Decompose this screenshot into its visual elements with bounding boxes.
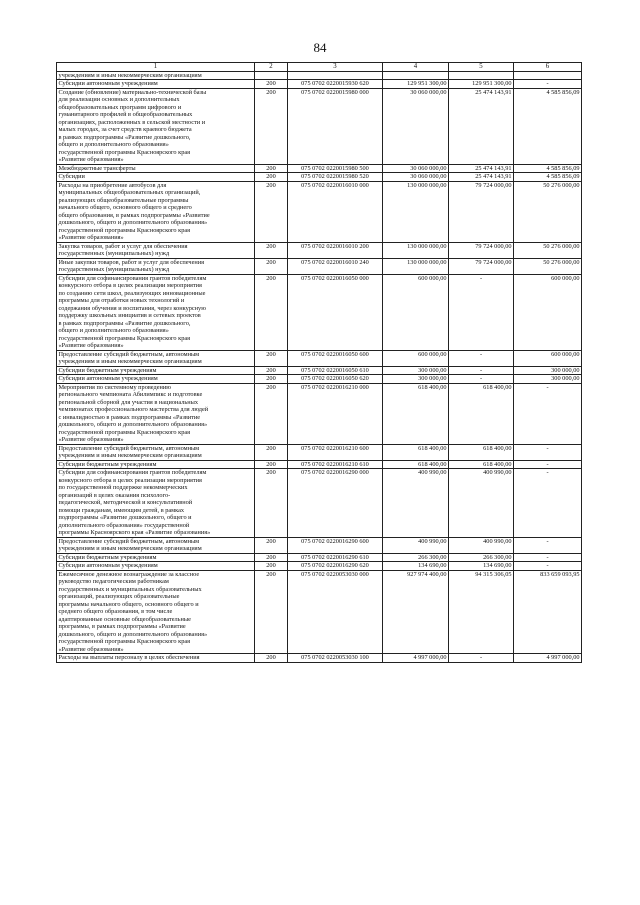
- remaining-amount: -: [514, 469, 582, 538]
- grbs-code: 200: [255, 164, 288, 173]
- row-name: Создание (обновление) материально-технической базы для реализации основных и дополнительных общеобразовательных программ цифрового и гуманитарного профилей в общеобразовательных организациях, расположенных в сельской местности и малых городах, за счет средств краевого бюджета в рамках подпрограммы «Развитие дошкольного, общего и дополнительного образования» государственной программы Красноярского края «Развитие образования»: [57, 88, 255, 164]
- remaining-amount: 4 997 000,00: [514, 654, 582, 663]
- budget-code: 075 0702 0220016290 610: [288, 553, 383, 562]
- executed-amount: 134 690,00: [449, 562, 514, 571]
- planned-amount: 130 000 000,00: [383, 181, 449, 242]
- grbs-code: [255, 71, 288, 80]
- table-row: [57, 654, 582, 663]
- table-row: [57, 80, 582, 89]
- planned-amount: 300 000,00: [383, 375, 449, 384]
- grbs-code: 200: [255, 80, 288, 89]
- row-name: Закупка товаров, работ и услуг для обеспечения государственных (муниципальных) нужд: [57, 242, 255, 258]
- table-row: [57, 71, 582, 80]
- executed-amount: 79 724 000,00: [449, 181, 514, 242]
- executed-amount: [449, 71, 514, 80]
- row-name: Субсидии бюджетным учреждениям: [57, 553, 255, 562]
- row-name: Субсидии автономным учреждениям: [57, 562, 255, 571]
- planned-amount: 30 060 000,00: [383, 173, 449, 182]
- planned-amount: 129 951 300,00: [383, 80, 449, 89]
- budget-code: 075 0702 0220016050 000: [288, 274, 383, 350]
- remaining-amount: 4 585 856,09: [514, 88, 582, 164]
- planned-amount: 618 400,00: [383, 444, 449, 460]
- executed-amount: 618 400,00: [449, 444, 514, 460]
- table-row: [57, 383, 582, 444]
- remaining-amount: -: [514, 80, 582, 89]
- grbs-code: 200: [255, 444, 288, 460]
- remaining-amount: -: [514, 444, 582, 460]
- remaining-amount: -: [514, 383, 582, 444]
- row-name: Субсидии автономным учреждениям: [57, 375, 255, 384]
- grbs-code: 200: [255, 469, 288, 538]
- column-header: 5: [449, 63, 514, 72]
- remaining-amount: 4 585 856,09: [514, 164, 582, 173]
- planned-amount: 30 060 000,00: [383, 88, 449, 164]
- table-row: [57, 164, 582, 173]
- grbs-code: 200: [255, 350, 288, 366]
- remaining-amount: 50 276 000,00: [514, 258, 582, 274]
- grbs-code: 200: [255, 553, 288, 562]
- table-row: [57, 181, 582, 242]
- planned-amount: 30 060 000,00: [383, 164, 449, 173]
- grbs-code: 200: [255, 242, 288, 258]
- budget-code: 075 0702 0220053030 100: [288, 654, 383, 663]
- planned-amount: 266 300,00: [383, 553, 449, 562]
- grbs-code: 200: [255, 460, 288, 469]
- executed-amount: 25 474 143,91: [449, 173, 514, 182]
- executed-amount: -: [449, 366, 514, 375]
- remaining-amount: 300 000,00: [514, 366, 582, 375]
- executed-amount: 266 300,00: [449, 553, 514, 562]
- remaining-amount: 600 000,00: [514, 274, 582, 350]
- budget-code: 075 0702 0220015980 500: [288, 164, 383, 173]
- row-name: Мероприятия по системному проведению регионального чемпионата Абилимпикс и подготовке региональной сборной для участия в национальных чемпионатах профессионального мастерства для людей с инвалидностью в рамках подпрограммы «Развитие дошкольного, общего и дополнительного образования» государственной программы Красноярского края «Развитие образования»: [57, 383, 255, 444]
- grbs-code: 200: [255, 366, 288, 375]
- table-row: [57, 366, 582, 375]
- row-name: Межбюджетные трансферты: [57, 164, 255, 173]
- executed-amount: -: [449, 350, 514, 366]
- executed-amount: 94 315 306,05: [449, 570, 514, 654]
- remaining-amount: 300 000,00: [514, 375, 582, 384]
- budget-code: 075 0702 0220016050 600: [288, 350, 383, 366]
- column-number-row: [57, 63, 582, 72]
- planned-amount: 927 974 400,00: [383, 570, 449, 654]
- grbs-code: 200: [255, 181, 288, 242]
- executed-amount: 618 400,00: [449, 460, 514, 469]
- row-name: Расходы на выплаты персоналу в целях обеспечения: [57, 654, 255, 663]
- planned-amount: [383, 71, 449, 80]
- remaining-amount: -: [514, 537, 582, 553]
- budget-code: 075 0702 0220016210 610: [288, 460, 383, 469]
- table-row: [57, 242, 582, 258]
- row-name: Субсидии для софинансирования грантов победителям конкурсного отбора в целях реализации мероприятия по созданию сети школ, реализующих инновационные программы для отработки новых технологий и содержания обучения и воспитания, через конкурсную поддержку школьных инициатив и сетевых проектов в рамках подпрограммы «Развитие дошкольного, общего и дополнительного образования» государственной программы Красноярского края «Развитие образования»: [57, 274, 255, 350]
- table-row: [57, 537, 582, 553]
- planned-amount: 600 000,00: [383, 274, 449, 350]
- grbs-code: 200: [255, 654, 288, 663]
- table-row: [57, 274, 582, 350]
- budget-code: 075 0702 0220015980 000: [288, 88, 383, 164]
- budget-code: 075 0702 0220016010 240: [288, 258, 383, 274]
- executed-amount: -: [449, 375, 514, 384]
- grbs-code: 200: [255, 383, 288, 444]
- table-row: [57, 173, 582, 182]
- grbs-code: 200: [255, 88, 288, 164]
- executed-amount: 618 400,00: [449, 383, 514, 444]
- planned-amount: 618 400,00: [383, 460, 449, 469]
- remaining-amount: -: [514, 460, 582, 469]
- grbs-code: 200: [255, 173, 288, 182]
- remaining-amount: [514, 71, 582, 80]
- table-row: [57, 350, 582, 366]
- table-row: [57, 469, 582, 538]
- planned-amount: 130 000 000,00: [383, 258, 449, 274]
- budget-table: [56, 62, 582, 663]
- executed-amount: -: [449, 654, 514, 663]
- row-name: Предоставление субсидий бюджетным, автономным учреждениям и иным некоммерческим организациям: [57, 350, 255, 366]
- table-row: [57, 88, 582, 164]
- row-name: учреждениям и иным некоммерческим организациям: [57, 71, 255, 80]
- grbs-code: 200: [255, 562, 288, 571]
- remaining-amount: 600 000,00: [514, 350, 582, 366]
- table-row: [57, 553, 582, 562]
- budget-code: 075 0702 0220053030 000: [288, 570, 383, 654]
- executed-amount: 25 474 143,91: [449, 164, 514, 173]
- column-header: 2: [255, 63, 288, 72]
- table-row: [57, 562, 582, 571]
- executed-amount: 400 990,00: [449, 537, 514, 553]
- table-row: [57, 570, 582, 654]
- column-header: 3: [288, 63, 383, 72]
- table-row: [57, 460, 582, 469]
- budget-code: [288, 71, 383, 80]
- remaining-amount: -: [514, 553, 582, 562]
- row-name: Субсидии бюджетным учреждениям: [57, 366, 255, 375]
- remaining-amount: -: [514, 562, 582, 571]
- remaining-amount: 50 276 000,00: [514, 242, 582, 258]
- row-name: Предоставление субсидий бюджетным, автономным учреждениям и иным некоммерческим организациям: [57, 537, 255, 553]
- table-row: [57, 375, 582, 384]
- column-header: 4: [383, 63, 449, 72]
- budget-code: 075 0702 0220016290 620: [288, 562, 383, 571]
- planned-amount: 400 990,00: [383, 537, 449, 553]
- row-name: Иные закупки товаров, работ и услуг для обеспечения государственных (муниципальных) нужд: [57, 258, 255, 274]
- column-header: 1: [57, 63, 255, 72]
- table-row: [57, 444, 582, 460]
- row-name: Субсидии для софинансирования грантов победителям конкурсного отбора в целях реализации мероприятия по государственной поддержке некоммерческих организаций в целях оказания психолого- педагогической, методической и консультативной помощи гражданам, имеющим детей, в рамках подпрограммы «Развитие дошкольного, общего и дополнительного образования» государственной программы Красноярского края «Развитие образования»: [57, 469, 255, 538]
- planned-amount: 600 000,00: [383, 350, 449, 366]
- executed-amount: 400 990,00: [449, 469, 514, 538]
- executed-amount: 79 724 000,00: [449, 258, 514, 274]
- planned-amount: 4 997 000,00: [383, 654, 449, 663]
- budget-code: 075 0702 0220015930 620: [288, 80, 383, 89]
- budget-code: 075 0702 0220016210 000: [288, 383, 383, 444]
- budget-code: 075 0702 0220016010 200: [288, 242, 383, 258]
- grbs-code: 200: [255, 570, 288, 654]
- planned-amount: 130 000 000,00: [383, 242, 449, 258]
- row-name: Субсидии: [57, 173, 255, 182]
- executed-amount: 25 474 143,91: [449, 88, 514, 164]
- row-name: Предоставление субсидий бюджетным, автономным учреждениям и иным некоммерческим организациям: [57, 444, 255, 460]
- executed-amount: 129 951 300,00: [449, 80, 514, 89]
- budget-code: 075 0702 0220015980 520: [288, 173, 383, 182]
- row-name: Ежемесячное денежное вознаграждение за классное руководство педагогическим работникам государственных и муниципальных образовательных организаций, реализующих образовательные программы начального общего, основного общего и среднего общего образования, в том числе адаптированные основные общеобразовательные программы, в рамках подпрограммы «Развитие дошкольного, общего и дополнительного образования» государственной программы Красноярского края «Развитие образования»: [57, 570, 255, 654]
- grbs-code: 200: [255, 537, 288, 553]
- remaining-amount: 833 659 093,95: [514, 570, 582, 654]
- budget-code: 075 0702 0220016210 600: [288, 444, 383, 460]
- row-name: Расходы на приобретение автобусов для муниципальных общеобразовательных организаций, реализующих общеобразовательные программы начального общего, основного общего и среднего общего образования, в рамках подпрограммы «Развитие дошкольного, общего и дополнительного образования» государственной программы Красноярского края «Развитие образования»: [57, 181, 255, 242]
- planned-amount: 134 690,00: [383, 562, 449, 571]
- budget-code: 075 0702 0220016050 620: [288, 375, 383, 384]
- grbs-code: 200: [255, 375, 288, 384]
- budget-code: 075 0702 0220016290 600: [288, 537, 383, 553]
- budget-code: 075 0702 0220016290 000: [288, 469, 383, 538]
- row-name: Субсидии автономным учреждениям: [57, 80, 255, 89]
- planned-amount: 400 990,00: [383, 469, 449, 538]
- remaining-amount: 4 585 856,09: [514, 173, 582, 182]
- grbs-code: 200: [255, 274, 288, 350]
- executed-amount: -: [449, 274, 514, 350]
- page-number: 84: [313, 40, 327, 55]
- budget-code: 075 0702 0220016010 000: [288, 181, 383, 242]
- planned-amount: 618 400,00: [383, 383, 449, 444]
- executed-amount: 79 724 000,00: [449, 242, 514, 258]
- remaining-amount: 50 276 000,00: [514, 181, 582, 242]
- column-header: 6: [514, 63, 582, 72]
- grbs-code: 200: [255, 258, 288, 274]
- budget-code: 075 0702 0220016050 610: [288, 366, 383, 375]
- row-name: Субсидии бюджетным учреждениям: [57, 460, 255, 469]
- planned-amount: 300 000,00: [383, 366, 449, 375]
- table-row: [57, 258, 582, 274]
